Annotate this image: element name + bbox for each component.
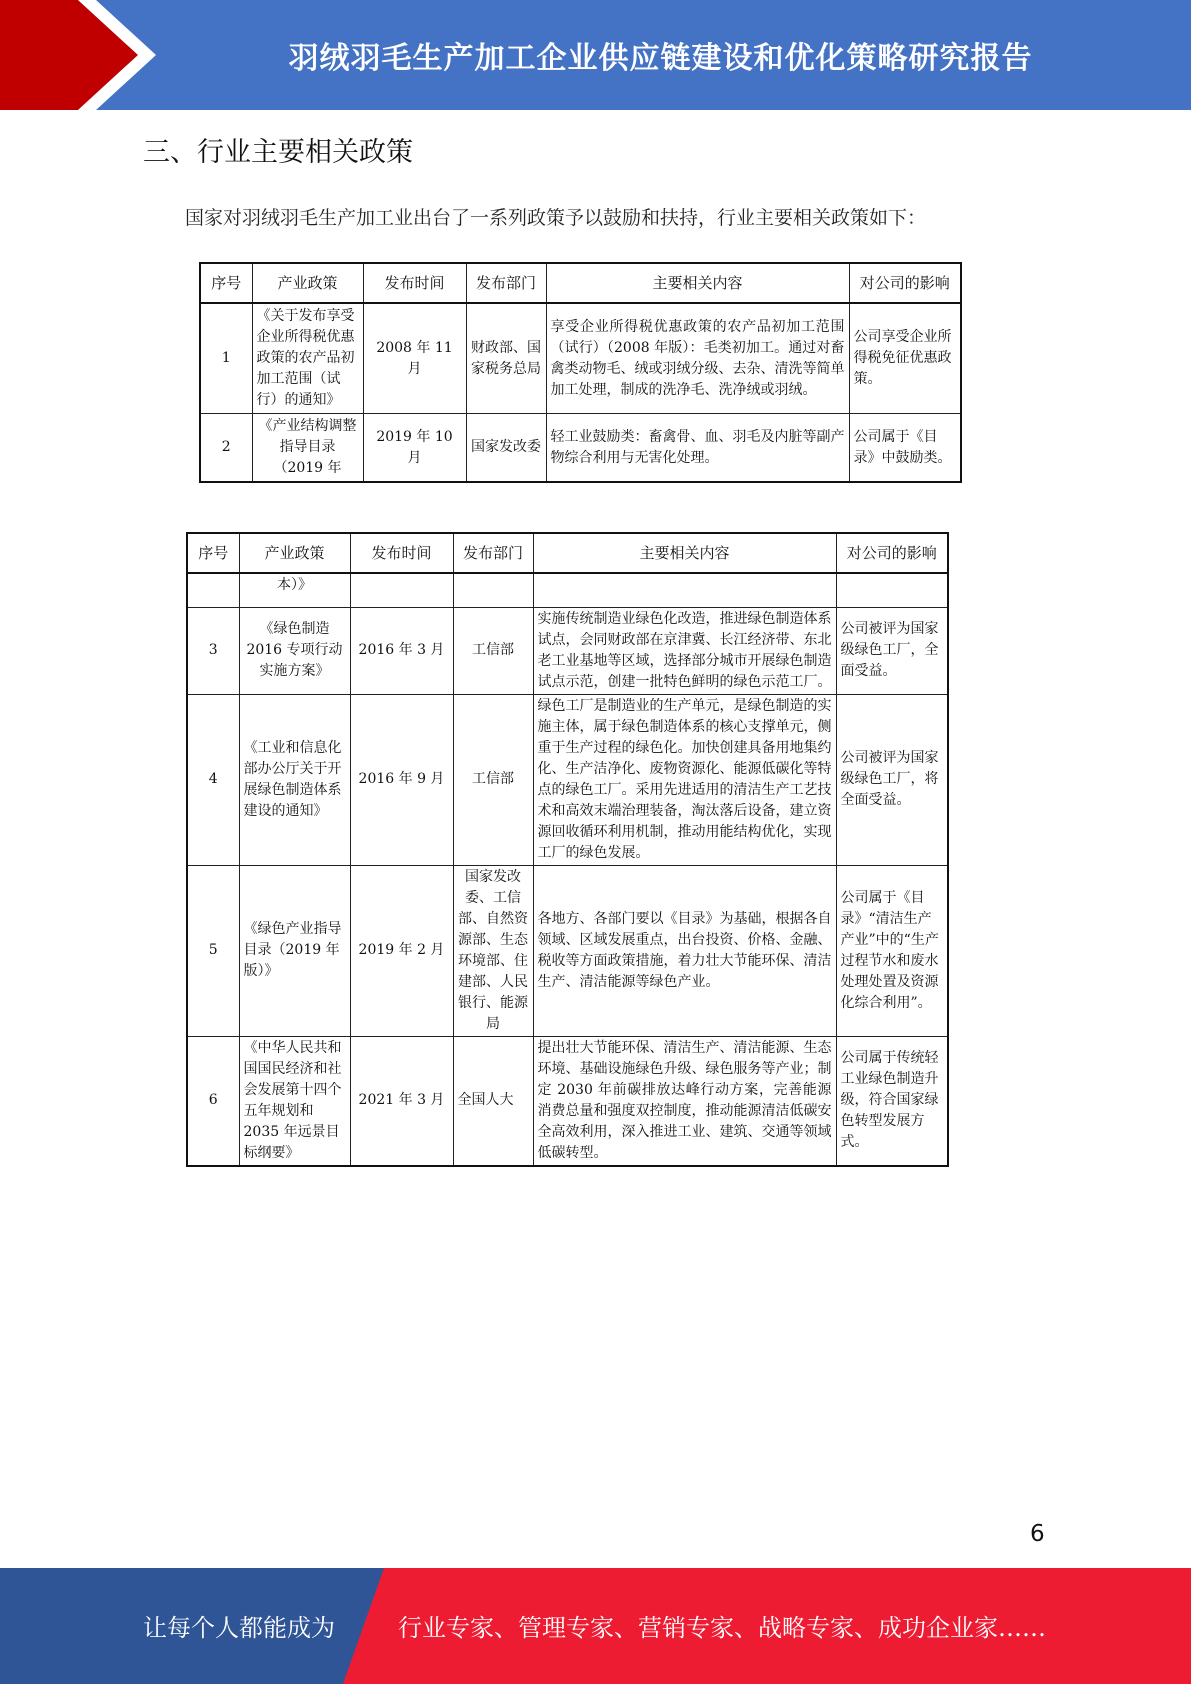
cell-empty <box>533 573 836 607</box>
cell-no: 2 <box>200 414 252 483</box>
cell-impact: 公司属于传统轻工业绿色制造升级，符合国家绿色转型发展方式。 <box>836 1036 948 1166</box>
report-title: 羽绒羽毛生产加工企业供应链建设和优化策略研究报告 <box>288 41 1033 76</box>
policy-table-1 <box>199 262 962 483</box>
cell-dept: 全国人大 <box>453 1036 533 1166</box>
cell-no: 5 <box>187 865 239 1036</box>
cell-no: 6 <box>187 1036 239 1166</box>
cell-content: 各地方、各部门要以《目录》为基础，根据各自领域、区域发展重点，出台投资、价格、金融、税收等方面政策措施，着力壮大节能环保、清洁生产、清洁能源等绿色产业。 <box>533 865 836 1036</box>
table-row <box>187 607 948 694</box>
header-content: 主要相关内容 <box>546 263 849 303</box>
header-no: 序号 <box>187 533 239 573</box>
cell-no: 3 <box>187 607 239 694</box>
intro-paragraph: 国家对羽绒羽毛生产加工业出台了一系列政策予以鼓励和扶持，行业主要相关政策如下： <box>185 207 927 229</box>
cell-dept: 国家发改委、工信部、自然资源部、生态环境部、住建部、人民银行、能源局 <box>453 865 533 1036</box>
cell-content: 享受企业所得税优惠政策的农产品初加工范围（试行）（2008 年版）：毛类初加工。通过对畜禽类动物毛、绒或羽绒分级、去杂、清洗等简单加工处理，制成的洗净毛、洗净绒或羽绒。 <box>546 303 849 414</box>
footer-slogan-left: 让每个人都能成为 <box>143 1614 335 1642</box>
cell-dept: 工信部 <box>453 694 533 865</box>
cell-impact: 公司被评为国家级绿色工厂，将全面受益。 <box>836 694 948 865</box>
cell-policy: 《中华人民共和国国民经济和社会发展第十四个五年规划和 2035 年远景目标纲要》 <box>239 1036 350 1166</box>
cell-empty <box>836 573 948 607</box>
table-continuation-row <box>187 573 948 607</box>
cell-date: 2019 年 10 月 <box>363 414 466 483</box>
table-row <box>200 414 961 483</box>
footer-slogan-right: 行业专家、管理专家、营销专家、战略专家、成功企业家…… <box>398 1614 1046 1642</box>
cell-empty <box>453 573 533 607</box>
cell-impact: 公司被评为国家级绿色工厂，全面受益。 <box>836 607 948 694</box>
cell-date: 2021 年 3 月 <box>350 1036 453 1166</box>
cell-empty <box>187 573 239 607</box>
cell-policy: 《绿色制造 2016 专项行动实施方案》 <box>239 607 350 694</box>
header-date: 发布时间 <box>363 263 466 303</box>
header-date: 发布时间 <box>350 533 453 573</box>
section-title: 三、行业主要相关政策 <box>143 137 413 168</box>
page-number: 6 <box>1030 1521 1045 1547</box>
cell-date: 2016 年 3 月 <box>350 607 453 694</box>
header-policy: 产业政策 <box>239 533 350 573</box>
header-banner <box>0 0 1191 110</box>
cell-date: 2019 年 2 月 <box>350 865 453 1036</box>
cell-no: 1 <box>200 303 252 414</box>
table-row <box>187 694 948 865</box>
cell-content: 提出壮大节能环保、清洁生产、清洁能源、生态环境、基础设施绿色升级、绿色服务等产业；制定 2030 年前碳排放达峰行动方案，完善能源消费总量和强度双控制度，推动能源清洁低碳安全高效利用，深入推进工业、建筑、交通等领域低碳转型。 <box>533 1036 836 1166</box>
cell-policy: 《工业和信息化部办公厅关于开展绿色制造体系建设的通知》 <box>239 694 350 865</box>
cell-content: 绿色工厂是制造业的生产单元，是绿色制造的实施主体，属于绿色制造体系的核心支撑单元，侧重于生产过程的绿色化。加快创建具备用地集约化、生产洁净化、废物资源化、能源低碳化等特点的绿色工厂。采用先进适用的清洁生产工艺技术和高效末端治理装备，淘汰落后设备，建立资源回收循环利用机制，推动用能结构优化，实现工厂的绿色发展。 <box>533 694 836 865</box>
cell-content: 实施传统制造业绿色化改造，推进绿色制造体系试点，会同财政部在京津冀、长江经济带、东北老工业基地等区域，选择部分城市开展绿色制造试点示范，创建一批特色鲜明的绿色示范工厂。 <box>533 607 836 694</box>
cell-policy: 《绿色产业指导目录（2019 年版）》 <box>239 865 350 1036</box>
policy-table-2 <box>186 532 949 1167</box>
header-policy: 产业政策 <box>252 263 363 303</box>
cell-dept: 工信部 <box>453 607 533 694</box>
header-impact: 对公司的影响 <box>849 263 961 303</box>
cell-impact: 公司享受企业所得税免征优惠政策。 <box>849 303 961 414</box>
table-row <box>187 865 948 1036</box>
cell-policy: 《关于发布享受企业所得税优惠政策的农产品初加工范围（试行）的通知》 <box>252 303 363 414</box>
table-row <box>187 1036 948 1166</box>
cell-impact: 公司属于《目录》“清洁生产产业”中的“生产过程节水和废水处理处置及资源化综合利用”。 <box>836 865 948 1036</box>
cell-policy: 《产业结构调整指导目录（2019 年 <box>252 414 363 483</box>
cell-date: 2016 年 9 月 <box>350 694 453 865</box>
cell-no: 4 <box>187 694 239 865</box>
cell-empty <box>350 573 453 607</box>
cell-content: 轻工业鼓励类：畜禽骨、血、羽毛及内脏等副产物综合利用与无害化处理。 <box>546 414 849 483</box>
table-row <box>200 303 961 414</box>
header-impact: 对公司的影响 <box>836 533 948 573</box>
cell-date: 2008 年 11 月 <box>363 303 466 414</box>
header-content: 主要相关内容 <box>533 533 836 573</box>
cell-impact: 公司属于《目录》中鼓励类。 <box>849 414 961 483</box>
cell-dept: 财政部、国家税务总局 <box>466 303 546 414</box>
header-dept: 发布部门 <box>466 263 546 303</box>
table-header-row <box>187 533 948 573</box>
cell-dept: 国家发改委 <box>466 414 546 483</box>
header-no: 序号 <box>200 263 252 303</box>
header-dept: 发布部门 <box>453 533 533 573</box>
cell-policy-continuation: 本）》 <box>239 573 350 607</box>
table-header-row <box>200 263 961 303</box>
